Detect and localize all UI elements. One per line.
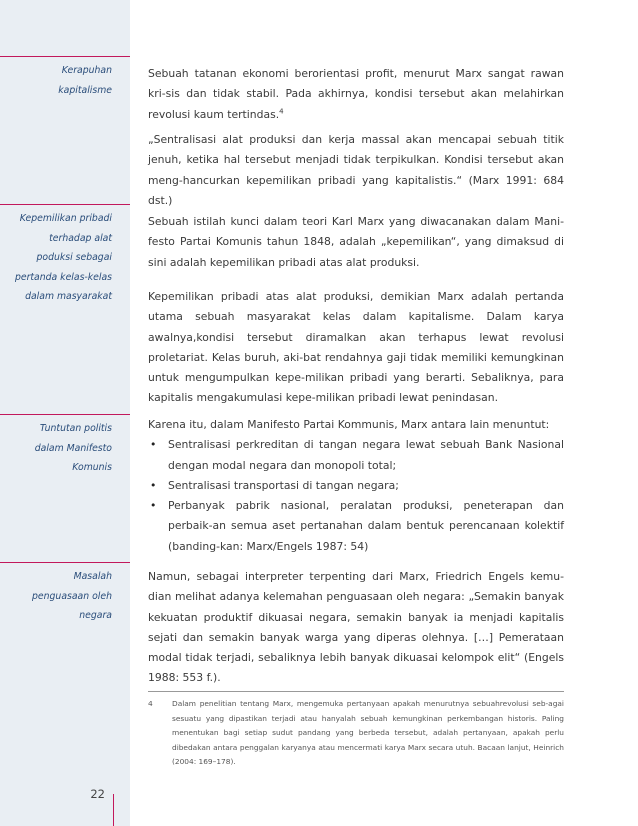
footnote-divider — [148, 691, 564, 692]
paragraph-text: Sebuah istilah kunci dalam teori Karl Marx yang diwacanakan dalam Mani-festo Partai Komunis tahun 1848, adalah „kepemilikan“, yang dimaksud di sini adalah kepemilikan pribadi atas alat produksi. — [148, 215, 564, 269]
paragraph-text: Namun, sebagai interpreter terpenting dari Marx, Friedrich Engels kemu-dian melihat adanya kelemahan penguasaan oleh negara: „Semakin banyak kekuatan produktif dikuasai negara, semakin banyak ia menjadi kapitalis sejati dan semakin banyak warga yang diperas olehnya. […] Pemerataan modal tidak terjadi, sebaliknya lebih banyak dikuasai kelompok elit“ (Engels 1988: 553 f.). — [148, 570, 564, 685]
paragraph-kepemilikan — [148, 212, 564, 273]
footnote — [148, 697, 564, 770]
paragraph-kerapuhan — [148, 64, 564, 125]
list-item: • Sentralisasi perkreditan di tangan negara lewat sebuah Bank Nasional dengan modal negara dan monopoli total; — [148, 435, 564, 476]
paragraph-pertanda-kelas — [148, 287, 564, 409]
paragraph-engels — [148, 567, 564, 689]
margin-note-kerapuhan — [0, 56, 130, 100]
list-item: • Sentralisasi transportasi di tangan negara; — [148, 476, 564, 496]
list-item: • Perbanyak pabrik nasional, peralatan produksi, peneterapan dan perbaik-an semua aset pertanahan dalam bentuk perencanaan kolektif (banding-kan: Marx/Engels 1987: 54) — [148, 496, 564, 557]
paragraph-text: Sebuah tatanan ekonomi berorientasi profit, menurut Marx sangat rawan kri-sis dan tidak stabil. Pada akhirnya, kondisi tersebut akan melahirkan revolusi kaum tertindas. — [148, 67, 564, 121]
margin-note-kepemilikan — [0, 204, 130, 307]
margin-note-text: Masalah penguasaan oleh negara — [32, 571, 112, 621]
sidebar-background — [0, 0, 130, 826]
paragraph-text: „Sentralisasi alat produksi dan kerja massal akan mencapai sebuah titik jenuh, ketika hal tersebut menjadi tidak terpikulkan. Kondisi tersebut akan meng-hancurkan kepemilikan pribadi yang kapitalistis.“ (Marx 1991: 684 dst.) — [148, 133, 564, 207]
margin-note-masalah — [0, 562, 130, 626]
margin-note-tuntutan — [0, 414, 130, 478]
margin-note-text: Kepemilikan pribadi terhadap alat poduksi sebagai pertanda kelas-kelas dalam masyarakat — [14, 213, 112, 302]
footnote-number: 4 — [148, 699, 153, 708]
paragraph-tuntutan — [148, 415, 564, 557]
margin-note-text: Kerapuhan kapitalisme — [58, 65, 112, 96]
quote-paragraph — [148, 130, 564, 211]
footnote-reference: 4 — [279, 107, 284, 115]
footnote-text: Dalam penelitian tentang Marx, mengemuka pertanyaan apakah menurutnya sebuahrevolusi seb-agai sesuatu yang dipastikan terjadi atau hanyalah sebuah kemungkinan perkembangan historis. Paling menentukan bagi setiap sudut pandang yang berbeda tersebut, adalah pertanyaan, apakah perlu dibedakan antara penggalan karyanya atau mencermati karya Marx secara utuh. Bacaan lanjut, Heinrich (2004: 169–178). — [172, 699, 564, 767]
demands-list — [148, 435, 564, 557]
page-number: 22 — [90, 787, 105, 801]
margin-note-text: Tuntutan politis dalam Manifesto Komunis — [34, 423, 112, 473]
page-number-rule — [113, 794, 114, 826]
paragraph-text: Kepemilikan pribadi atas alat produksi, demikian Marx adalah pertanda utama sebuah masyarakat kelas dalam kapitalisme. Dalam karya awalnya,kondisi tersebut diramalkan akan terhapus lewat revolusi proletariat. Kelas buruh, aki-bat rendahnya gaji tidak memiliki kemungkinan untuk mengumpulkan kepe-milikan pribadi yang berarti. Sebaliknya, para kapitalis mengakumulasi kepe-milikan pribadi lewat penindasan. — [148, 290, 564, 405]
paragraph-text: Karena itu, dalam Manifesto Partai Kommunis, Marx antara lain menuntut: — [148, 418, 550, 431]
